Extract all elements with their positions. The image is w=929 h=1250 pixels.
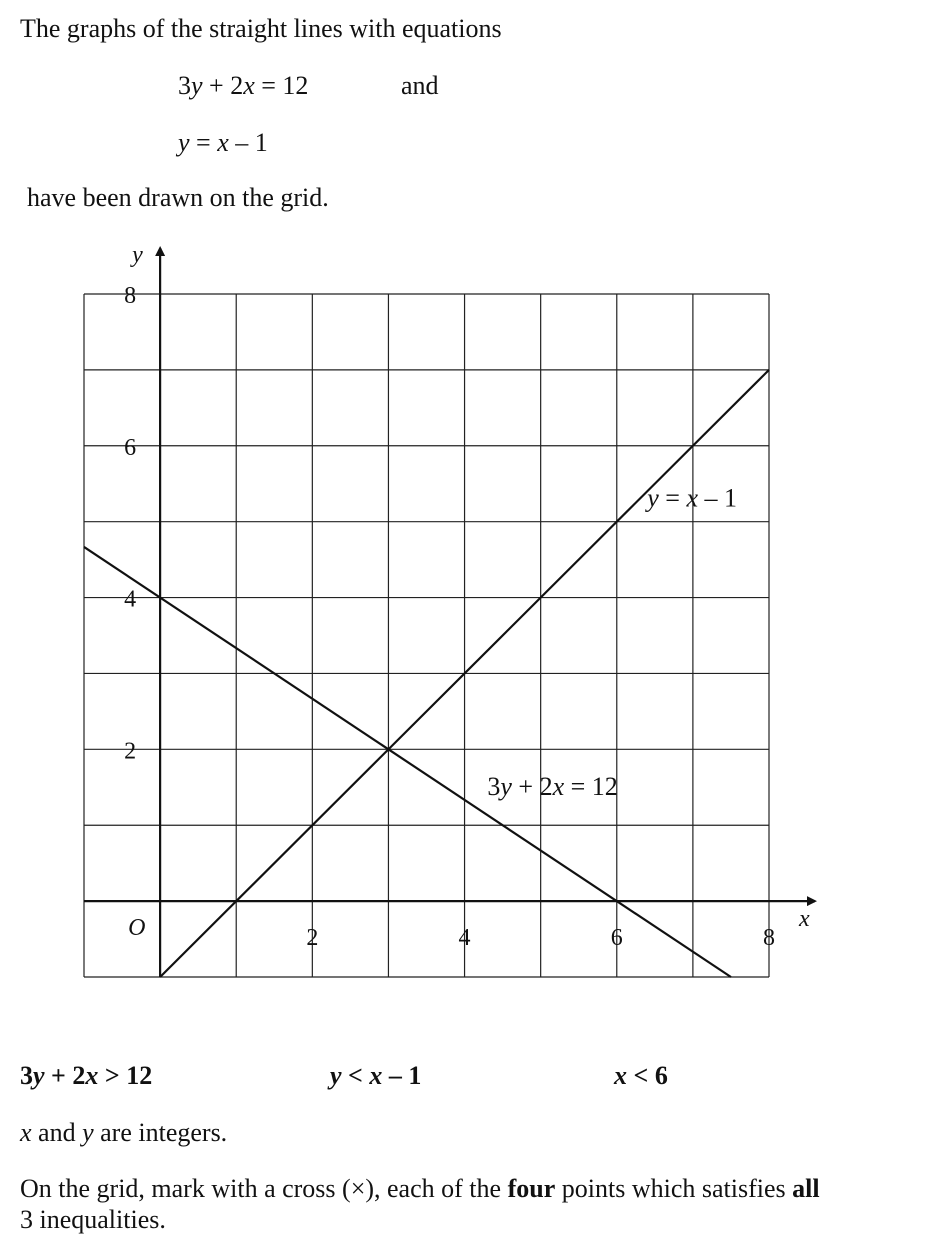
eq2-rhs: – 1 xyxy=(228,128,268,157)
ineq2-rhs: – 1 xyxy=(382,1061,422,1090)
int-mid: and xyxy=(31,1118,83,1147)
axes xyxy=(84,248,815,977)
int-var-x: x xyxy=(20,1118,32,1147)
drawn-text: have been drawn on the grid. xyxy=(27,183,329,212)
inequality-3 xyxy=(614,1063,668,1089)
grid-lines xyxy=(84,294,769,977)
ineq1-var-y: y xyxy=(33,1061,45,1090)
instr-part1: On the grid, mark with a cross (×), each of the xyxy=(20,1174,508,1203)
y-tick-label: 2 xyxy=(124,738,137,765)
ineq2-var-y: y xyxy=(330,1061,342,1090)
ineq1-mid: + 2 xyxy=(44,1061,86,1090)
eq1-var-y: y xyxy=(191,71,203,100)
instruction-line-2: 3 inequalities. xyxy=(20,1205,166,1234)
int-var-y: y xyxy=(82,1118,94,1147)
ineq1-var-x: x xyxy=(85,1061,99,1090)
inequality-1 xyxy=(20,1063,152,1089)
ineq2-var-x: x xyxy=(369,1061,383,1090)
intro-text: The graphs of the straight lines with equations xyxy=(20,14,502,43)
line-labels xyxy=(487,483,737,800)
x-tick-label: 4 xyxy=(458,925,471,952)
y-tick-label: 6 xyxy=(124,434,137,461)
ineq1-coef: 3 xyxy=(20,1061,33,1090)
eq1-mid: + 2 xyxy=(202,71,244,100)
y-axis-label: y xyxy=(132,242,143,268)
y-tick-label: 8 xyxy=(124,283,137,309)
ineq3-var-x: x xyxy=(614,1061,627,1090)
origin-label: O xyxy=(128,915,146,942)
ineq3-rhs: < 6 xyxy=(627,1061,668,1090)
ineq2-mid: < xyxy=(341,1061,370,1090)
eq2-mid: = xyxy=(189,128,218,157)
series-line-1 xyxy=(84,547,731,977)
instruction-line-1 xyxy=(20,1176,820,1202)
x-tick-label: 8 xyxy=(763,925,775,952)
int-rhs: are integers. xyxy=(93,1118,228,1147)
y-tick-label: 4 xyxy=(124,586,137,613)
instr-part2: points which satisfies xyxy=(555,1174,793,1203)
eq2-var-x: x xyxy=(217,128,229,157)
x-tick-label: 2 xyxy=(306,925,319,952)
x-axis-label: x xyxy=(799,906,810,933)
instr-bold-all: all xyxy=(792,1174,820,1203)
instr-bold-four: four xyxy=(507,1174,556,1203)
and-word: and xyxy=(401,71,439,100)
integers-text xyxy=(20,1120,227,1146)
tick-labels xyxy=(124,242,810,951)
eq1-coef: 3 xyxy=(178,71,191,100)
line-label-1: y = x – 1 xyxy=(647,483,737,513)
line-label-2: 3y + 2x = 12 xyxy=(487,771,618,801)
eq2-var-y: y xyxy=(178,128,190,157)
eq1-rhs: = 12 xyxy=(254,71,309,100)
eq1-var-x: x xyxy=(243,71,255,100)
ineq1-rhs: > 12 xyxy=(98,1061,153,1090)
x-tick-label: 6 xyxy=(610,925,623,952)
inequality-2 xyxy=(330,1063,421,1089)
